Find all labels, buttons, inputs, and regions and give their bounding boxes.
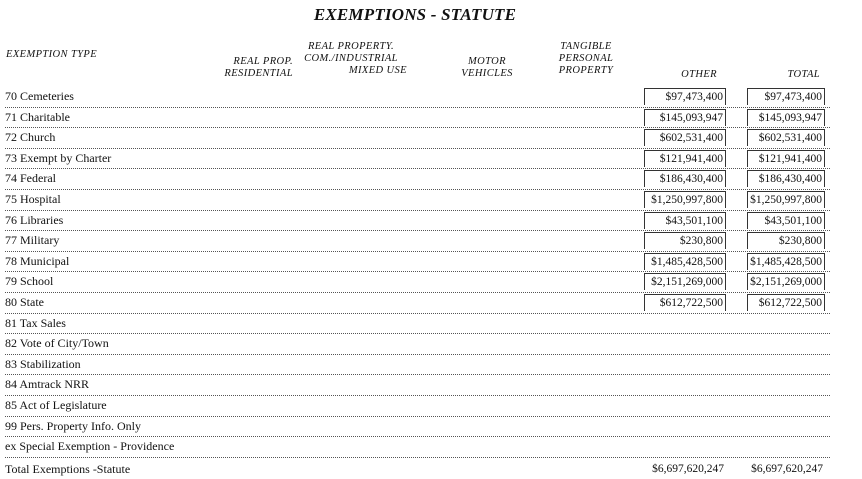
total-value: $1,485,428,500: [747, 253, 825, 270]
total-value: $145,093,947: [747, 109, 825, 126]
row-label: 77 Military: [5, 233, 60, 248]
header-commercial-line-1: REAL PROPERTY.: [307, 41, 395, 52]
table-row: [5, 272, 830, 293]
other-value: $1,485,428,500: [644, 253, 726, 270]
header-motor-line-1: MOTOR: [468, 56, 506, 67]
row-label: 82 Vote of City/Town: [5, 336, 109, 351]
exemptions-table: [5, 87, 830, 479]
header-tangible-line-1: TANGIBLE: [560, 41, 612, 52]
other-value: $145,093,947: [644, 109, 726, 126]
table-row: [5, 417, 830, 438]
row-label: 76 Libraries: [5, 212, 64, 227]
other-value: $1,250,997,800: [644, 191, 726, 208]
header-commercial-line-2: COM./INDUSTRIAL: [304, 53, 398, 64]
table-row: [5, 87, 830, 108]
header-tangible-line-3: PROPERTY: [558, 65, 614, 76]
other-value: $186,430,400: [644, 170, 726, 187]
table-row: [5, 334, 830, 355]
table-row: [5, 375, 830, 396]
row-label: 99 Pers. Property Info. Only: [5, 418, 141, 433]
report-title: EXEMPTIONS - STATUTE: [313, 5, 517, 24]
row-label: 75 Hospital: [5, 191, 61, 206]
row-label: 83 Stabilization: [5, 356, 81, 371]
header-residential-line-1: REAL PROP.: [233, 56, 293, 67]
total-value: $612,722,500: [747, 294, 825, 311]
table-row: [5, 437, 830, 458]
row-label: 85 Act of Legislature: [5, 397, 107, 412]
table-row: [5, 396, 830, 417]
other-value: $97,473,400: [644, 88, 726, 105]
row-label: 73 Exempt by Charter: [5, 150, 112, 165]
total-value: $186,430,400: [747, 170, 825, 187]
header-residential: [224, 56, 293, 80]
total-value: $602,531,400: [747, 129, 825, 146]
row-label: 78 Municipal: [5, 253, 70, 268]
total-total-value: $6,697,620,247: [751, 462, 823, 475]
table-row: [5, 355, 830, 376]
table-row: [5, 314, 830, 335]
total-row-label: Total Exemptions -Statute: [5, 461, 131, 476]
total-value: $121,941,400: [747, 150, 825, 167]
table-row: [5, 252, 830, 273]
row-label: 72 Church: [5, 130, 56, 145]
table-row: [5, 211, 830, 232]
header-residential-line-2: RESIDENTIAL: [224, 68, 293, 79]
row-label: ex Special Exemption - Providence: [5, 439, 175, 454]
total-value: $1,250,997,800: [747, 191, 825, 208]
table-row: [5, 149, 830, 170]
header-motor-vehicles: [452, 56, 522, 80]
row-label: 70 Cemeteries: [5, 89, 74, 103]
table-row: [5, 169, 830, 190]
other-value: $230,800: [644, 232, 726, 249]
header-commercial: [295, 41, 407, 77]
total-value: $97,473,400: [747, 88, 825, 105]
other-value: $2,151,269,000: [644, 273, 726, 290]
other-value: $602,531,400: [644, 129, 726, 146]
other-value: $121,941,400: [644, 150, 726, 167]
row-label: 79 School: [5, 274, 54, 289]
total-other-value: $6,697,620,247: [652, 462, 724, 475]
header-other: OTHER: [681, 69, 717, 80]
header-tangible-line-2: PERSONAL: [558, 53, 614, 64]
header-exemption-type: EXEMPTION TYPE: [6, 49, 98, 60]
table-row: [5, 128, 830, 149]
header-tangible: [548, 41, 624, 77]
other-value: $43,501,100: [644, 212, 726, 229]
table-row: [5, 108, 830, 129]
table-row: [5, 190, 830, 211]
total-value: $230,800: [747, 232, 825, 249]
other-value: $612,722,500: [644, 294, 726, 311]
row-label: 81 Tax Sales: [5, 315, 66, 330]
total-value: $2,151,269,000: [747, 273, 825, 290]
table-row: [5, 293, 830, 314]
header-motor-line-2: VEHICLES: [461, 68, 513, 79]
table-row: [5, 231, 830, 252]
header-total: TOTAL: [787, 69, 820, 80]
row-label: 80 State: [5, 294, 44, 309]
row-label: 71 Charitable: [5, 109, 70, 124]
total-value: $43,501,100: [747, 212, 825, 229]
row-label: 84 Amtrack NRR: [5, 377, 89, 392]
total-exemptions-row: [5, 460, 830, 479]
row-label: 74 Federal: [5, 171, 56, 186]
header-commercial-line-3: MIXED USE: [348, 65, 407, 76]
